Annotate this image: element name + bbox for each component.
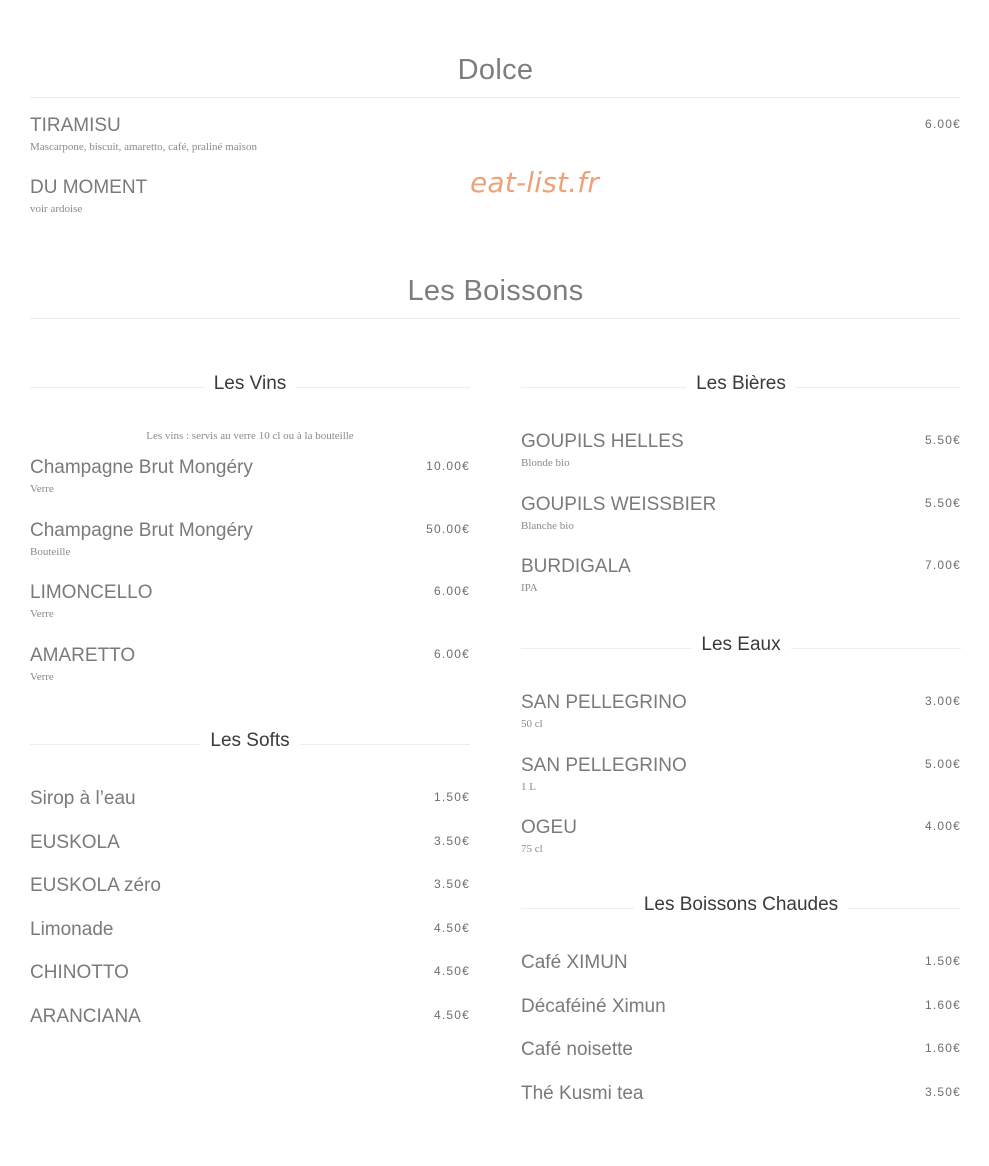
- item-price: 10.00€: [426, 459, 470, 473]
- wine-list: [30, 456, 470, 706]
- menu-item: [521, 691, 961, 754]
- menu-item: [521, 493, 961, 556]
- menu-item: [521, 951, 961, 995]
- item-name: DU MOMENT: [30, 177, 148, 198]
- item-description: 75 cl: [521, 843, 543, 855]
- subsection-title-vins: [30, 372, 470, 396]
- item-description: 50 cl: [521, 718, 543, 730]
- item-name: GOUPILS WEISSBIER: [521, 493, 717, 515]
- item-name: Décaféiné Ximun: [521, 995, 666, 1017]
- subsection-label: Les Boissons Chaudes: [634, 894, 848, 916]
- item-name: Limonade: [30, 918, 114, 940]
- softs-list: [30, 787, 470, 1048]
- item-price: 4.00€: [924, 819, 961, 833]
- chaudes-list: [521, 951, 961, 1125]
- item-name: Thé Kusmi tea: [521, 1082, 644, 1104]
- menu-item: [521, 754, 961, 817]
- wine-note: Les vins : servis au verre 10 cl ou à la bouteille: [146, 430, 354, 442]
- subsection-title-eaux: [521, 633, 961, 657]
- watermark: eat-list.fr: [470, 166, 600, 199]
- item-price: 3.50€: [433, 833, 470, 848]
- item-name: BURDIGALA: [521, 556, 631, 577]
- column-left: [30, 372, 470, 706]
- item-name: Café XIMUN: [521, 952, 628, 973]
- item-name: SAN PELLEGRINO: [521, 692, 687, 713]
- item-description: 1 L: [521, 780, 536, 793]
- item-name: GOUPILS HELLES: [521, 431, 684, 452]
- menu-item: [30, 456, 470, 519]
- item-price: 3.00€: [924, 694, 961, 708]
- item-name: OGEU: [521, 817, 577, 838]
- item-name: CHINOTTO: [30, 962, 129, 983]
- subsection-label: Les Eaux: [691, 634, 790, 656]
- chaudes-section: [521, 893, 961, 1125]
- menu-item: [521, 816, 961, 879]
- item-price: 6.00€: [433, 646, 470, 661]
- item-name: TIRAMISU: [30, 115, 121, 136]
- menu-item: [30, 519, 470, 582]
- item-description: voir ardoise: [30, 203, 83, 215]
- menu-item: [30, 874, 470, 918]
- section-title-dolce: Dolce: [457, 54, 534, 86]
- subsection-title-bieres: [521, 372, 961, 396]
- softs-section: [30, 729, 470, 1048]
- item-name: EUSKOLA: [30, 831, 120, 853]
- item-price: 4.50€: [433, 920, 470, 935]
- item-description: Verre: [30, 670, 54, 683]
- item-price: 1.60€: [924, 997, 961, 1012]
- subsection-label: Les Bières: [686, 373, 796, 395]
- item-description: Mascarpone, biscuit, amaretto, café, praliné maison: [30, 141, 257, 153]
- item-description: Bouteille: [30, 545, 71, 558]
- divider: [30, 97, 961, 98]
- item-price: 4.50€: [433, 1007, 470, 1022]
- menu-item: [30, 1005, 470, 1049]
- menu-item: [30, 644, 470, 707]
- menu-item: [30, 961, 470, 1005]
- item-price: 6.00€: [924, 117, 961, 131]
- item-name: Champagne Brut Mongéry: [30, 457, 253, 478]
- item-price: 4.50€: [433, 964, 470, 978]
- item-price: 1.60€: [924, 1041, 961, 1055]
- item-name: Sirop à l’eau: [30, 788, 136, 809]
- subsection-title-softs: [30, 729, 470, 753]
- menu-item: [30, 831, 470, 875]
- item-name: LIMONCELLO: [30, 582, 153, 603]
- item-description: Blanche bio: [521, 519, 574, 532]
- menu-item: [521, 555, 961, 618]
- item-price: 1.50€: [433, 790, 470, 804]
- item-name: ARANCIANA: [30, 1005, 141, 1027]
- item-price: 3.50€: [433, 877, 470, 891]
- item-description: IPA: [521, 582, 538, 594]
- bieres-list: [521, 430, 961, 618]
- item-description: Blonde bio: [521, 457, 570, 469]
- item-price: 3.50€: [924, 1084, 961, 1099]
- item-description: Verre: [30, 483, 54, 495]
- item-name: Café noisette: [521, 1039, 633, 1060]
- menu-item: [30, 918, 470, 962]
- item-name: Champagne Brut Mongéry: [30, 519, 253, 541]
- item-price: 5.50€: [924, 433, 961, 447]
- menu-item: [30, 581, 470, 644]
- subsection-label: Les Softs: [200, 730, 299, 752]
- item-price: 6.00€: [433, 584, 470, 598]
- subsection-label: Les Vins: [204, 373, 297, 395]
- menu-item: [521, 995, 961, 1039]
- subsection-title-chaudes: [521, 893, 961, 917]
- item-price: 7.00€: [924, 558, 961, 572]
- item-name: AMARETTO: [30, 644, 136, 666]
- menu-item: [521, 430, 961, 493]
- bieres-section: [521, 372, 961, 618]
- item-name: SAN PELLEGRINO: [521, 754, 687, 776]
- eaux-list: [521, 691, 961, 879]
- item-name: EUSKOLA zéro: [30, 875, 161, 896]
- item-price: 50.00€: [426, 521, 470, 536]
- item-price: 1.50€: [924, 954, 961, 968]
- eaux-section: [521, 633, 961, 879]
- item-price: 5.00€: [924, 756, 961, 771]
- section-title-boissons: Les Boissons: [407, 275, 584, 307]
- item-price: 5.50€: [924, 495, 961, 510]
- item-description: Verre: [30, 608, 54, 620]
- menu-item: [521, 1082, 961, 1126]
- menu-item: [521, 1038, 961, 1082]
- divider: [30, 318, 961, 319]
- menu-item: [30, 787, 470, 831]
